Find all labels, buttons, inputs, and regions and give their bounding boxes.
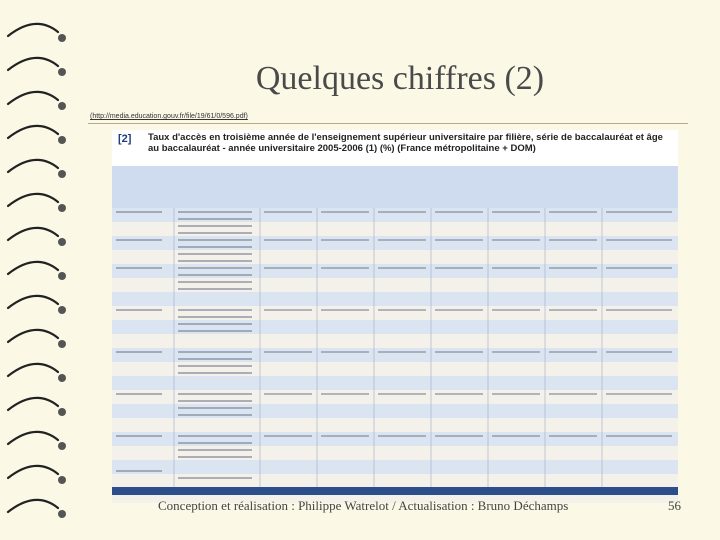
source-link[interactable]: (http://media.education.gouv.fr/file/19/61/0/596.pdf) bbox=[90, 113, 248, 120]
table-column-headers bbox=[112, 166, 678, 208]
table-body bbox=[112, 208, 678, 494]
table-number: [2] bbox=[118, 133, 132, 145]
table-total-row bbox=[112, 487, 678, 495]
page-number: 56 bbox=[668, 498, 681, 513]
slide-title: Quelques chiffres (2) bbox=[255, 60, 545, 97]
slide-footer: Conception et réalisation : Philippe Watrelot / Actualisation : Bruno Déchamps bbox=[158, 498, 569, 513]
spiral-binding bbox=[2, 0, 72, 540]
title-divider bbox=[88, 123, 688, 124]
table-title: Taux d'accès en troisième année de l'enseignement supérieur universitaire par filière, série de baccalauréat et âge au baccalauréat - année universitaire 2005-2006 (1) (%) (France métropolitaine + DOM) bbox=[148, 132, 663, 154]
statistics-table-image bbox=[112, 130, 678, 503]
